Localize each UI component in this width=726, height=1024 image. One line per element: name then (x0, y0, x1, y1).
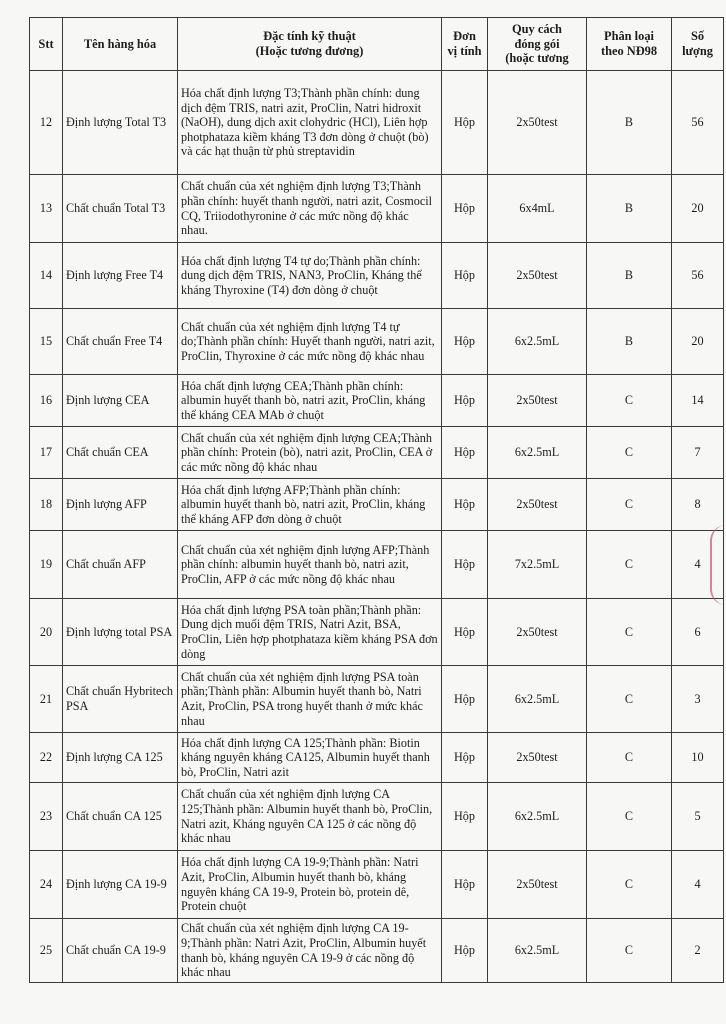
cell-unit: Hộp (442, 919, 488, 983)
cell-stt: 24 (30, 851, 63, 919)
cell-qty: 6 (672, 599, 724, 666)
cell-class: B (587, 243, 672, 309)
cell-unit: Hộp (442, 175, 488, 243)
cell-qty: 14 (672, 375, 724, 427)
cell-spec: Chất chuẩn của xét nghiệm định lượng CEA;Thành phần chính: Protein (bò), natri azit, ProClin, CEA ở các mức nồng độ khác nhau (178, 427, 442, 479)
cell-unit: Hộp (442, 599, 488, 666)
table-row (30, 919, 724, 983)
cell-stt: 21 (30, 666, 63, 733)
cell-unit: Hộp (442, 71, 488, 175)
cell-qty: 2 (672, 919, 724, 983)
cell-name: Chất chuẩn Total T3 (63, 175, 178, 243)
table-row (30, 243, 724, 309)
cell-name: Định lượng total PSA (63, 599, 178, 666)
header-name: Tên hàng hóa (63, 18, 178, 71)
cell-spec: Chất chuẩn của xét nghiệm định lượng CA 19-9;Thành phần: Natri Azit, ProClin, Albumin huyết thanh bò, kháng nguyên CA 19-9 ở các nồng độ khác nhau (178, 919, 442, 983)
cell-pack: 2x50test (488, 479, 587, 531)
header-pack: Quy cách đóng gói (hoặc tương (488, 18, 587, 71)
cell-pack: 2x50test (488, 851, 587, 919)
cell-pack: 6x4mL (488, 175, 587, 243)
cell-qty: 4 (672, 531, 724, 599)
cell-unit: Hộp (442, 783, 488, 851)
cell-name: Định lượng CEA (63, 375, 178, 427)
cell-name: Chất chuẩn CA 19-9 (63, 919, 178, 983)
cell-spec: Chất chuẩn của xét nghiệm định lượng PSA toàn phần;Thành phần: Albumin huyết thanh bò, Natri Azit, ProClin, PSA trong huyết thanh ở mức khác nhau (178, 666, 442, 733)
cell-unit: Hộp (442, 733, 488, 783)
cell-stt: 16 (30, 375, 63, 427)
cell-name: Chất chuẩn Hybritech PSA (63, 666, 178, 733)
header-row (30, 18, 724, 71)
cell-unit: Hộp (442, 427, 488, 479)
cell-unit: Hộp (442, 851, 488, 919)
cell-pack: 6x2.5mL (488, 666, 587, 733)
product-table (29, 17, 724, 983)
table-row (30, 666, 724, 733)
cell-class: C (587, 919, 672, 983)
cell-pack: 6x2.5mL (488, 919, 587, 983)
cell-class: B (587, 175, 672, 243)
cell-class: B (587, 71, 672, 175)
cell-class: B (587, 309, 672, 375)
cell-class: C (587, 375, 672, 427)
cell-class: C (587, 479, 672, 531)
cell-stt: 18 (30, 479, 63, 531)
cell-class: C (587, 851, 672, 919)
cell-spec: Hóa chất định lượng CA 125;Thành phần: Biotin kháng nguyên kháng CA125, Albumin huyết thanh bò, ProClin, Natri azit (178, 733, 442, 783)
cell-name: Chất chuẩn AFP (63, 531, 178, 599)
header-spec: Đặc tính kỹ thuật (Hoặc tương đương) (178, 18, 442, 71)
cell-qty: 56 (672, 71, 724, 175)
cell-stt: 25 (30, 919, 63, 983)
header-stt: Stt (30, 18, 63, 71)
table-row (30, 783, 724, 851)
cell-qty: 56 (672, 243, 724, 309)
cell-name: Định lượng AFP (63, 479, 178, 531)
table-row (30, 531, 724, 599)
cell-name: Định lượng Free T4 (63, 243, 178, 309)
cell-spec: Hóa chất định lượng T4 tự do;Thành phần chính: dung dịch đệm TRIS, NAN3, ProClin, Kháng thể kháng Thyroxine (T4) đơn dòng ở chuột (178, 243, 442, 309)
cell-pack: 2x50test (488, 599, 587, 666)
cell-unit: Hộp (442, 375, 488, 427)
cell-unit: Hộp (442, 479, 488, 531)
header-unit: Đơn vị tính (442, 18, 488, 71)
table-row (30, 71, 724, 175)
cell-class: C (587, 733, 672, 783)
table-row (30, 175, 724, 243)
cell-pack: 7x2.5mL (488, 531, 587, 599)
cell-stt: 23 (30, 783, 63, 851)
table-row (30, 733, 724, 783)
cell-spec: Chất chuẩn của xét nghiệm định lượng AFP;Thành phần chính: albumin huyết thanh bò, natri azit, ProClin, AFP ở các mức nồng độ khác nhau (178, 531, 442, 599)
cell-stt: 14 (30, 243, 63, 309)
cell-spec: Hóa chất định lượng CA 19-9;Thành phần: Natri Azit, ProClin, Albumin huyết thanh bò, kháng nguyên kháng CA 19-9, Protein bò, protein dê, Protein chuột (178, 851, 442, 919)
cell-qty: 20 (672, 309, 724, 375)
table-row (30, 375, 724, 427)
cell-spec: Hóa chất định lượng PSA toàn phần;Thành phần: Dung dịch muối đệm TRIS, Natri Azit, BSA, ProClin, Liên hợp photphataza kiềm kháng PSA đơn dòng (178, 599, 442, 666)
cell-qty: 5 (672, 783, 724, 851)
cell-stt: 20 (30, 599, 63, 666)
cell-pack: 2x50test (488, 243, 587, 309)
cell-pack: 2x50test (488, 71, 587, 175)
cell-unit: Hộp (442, 309, 488, 375)
cell-stt: 13 (30, 175, 63, 243)
table-row (30, 309, 724, 375)
cell-spec: Chất chuẩn của xét nghiệm định lượng T4 tự do;Thành phần chính: Huyết thanh người, natri azit, ProClin, Thyroxine ở các mức nồng độ khác nhau (178, 309, 442, 375)
cell-qty: 8 (672, 479, 724, 531)
cell-stt: 15 (30, 309, 63, 375)
table-row (30, 851, 724, 919)
cell-pack: 2x50test (488, 733, 587, 783)
cell-stt: 22 (30, 733, 63, 783)
table-row (30, 479, 724, 531)
cell-name: Chất chuẩn CA 125 (63, 783, 178, 851)
cell-name: Chất chuẩn CEA (63, 427, 178, 479)
cell-pack: 6x2.5mL (488, 427, 587, 479)
cell-pack: 6x2.5mL (488, 783, 587, 851)
cell-spec: Chất chuẩn của xét nghiệm định lượng CA 125;Thành phần: Albumin huyết thanh bò, ProClin, Natri azit, Kháng nguyên CA 125 ở các nồng độ khác nhau (178, 783, 442, 851)
header-class: Phân loại theo NĐ98 (587, 18, 672, 71)
cell-name: Chất chuẩn Free T4 (63, 309, 178, 375)
cell-name: Định lượng CA 125 (63, 733, 178, 783)
cell-pack: 6x2.5mL (488, 309, 587, 375)
stamp-mark (710, 525, 726, 605)
cell-unit: Hộp (442, 531, 488, 599)
cell-name: Định lượng CA 19-9 (63, 851, 178, 919)
cell-stt: 17 (30, 427, 63, 479)
table-row (30, 427, 724, 479)
cell-qty: 10 (672, 733, 724, 783)
cell-spec: Hóa chất định lượng AFP;Thành phần chính: albumin huyết thanh bò, natri azit, ProClin, kháng thể kháng AFP đơn dòng ở chuột (178, 479, 442, 531)
cell-pack: 2x50test (488, 375, 587, 427)
cell-stt: 19 (30, 531, 63, 599)
cell-qty: 7 (672, 427, 724, 479)
cell-qty: 4 (672, 851, 724, 919)
table-row (30, 599, 724, 666)
cell-name: Định lượng Total T3 (63, 71, 178, 175)
cell-unit: Hộp (442, 243, 488, 309)
header-qty: Số lượng (672, 18, 724, 71)
cell-unit: Hộp (442, 666, 488, 733)
cell-spec: Hóa chất định lượng CEA;Thành phần chính: albumin huyết thanh bò, natri azit, ProClin, kháng thể kháng CEA MAb ở chuột (178, 375, 442, 427)
cell-class: C (587, 599, 672, 666)
cell-class: C (587, 427, 672, 479)
cell-qty: 3 (672, 666, 724, 733)
cell-stt: 12 (30, 71, 63, 175)
cell-class: C (587, 666, 672, 733)
cell-spec: Hóa chất định lượng T3;Thành phần chính: dung dịch đệm TRIS, natri azit, ProClin, Natri hidroxit (NaOH), dung dịch axit clohydric (HCl), Liên hợp photphataza kiềm kháng T3 đơn dòng ở chuột (bò) và các hạt thuận từ phủ streptavidin (178, 71, 442, 175)
cell-class: C (587, 531, 672, 599)
cell-qty: 20 (672, 175, 724, 243)
cell-spec: Chất chuẩn của xét nghiệm định lượng T3;Thành phần chính: huyết thanh người, natri azit, Cosmocil CQ, Triiodothyronine ở các mức nồng độ khác nhau. (178, 175, 442, 243)
cell-class: C (587, 783, 672, 851)
